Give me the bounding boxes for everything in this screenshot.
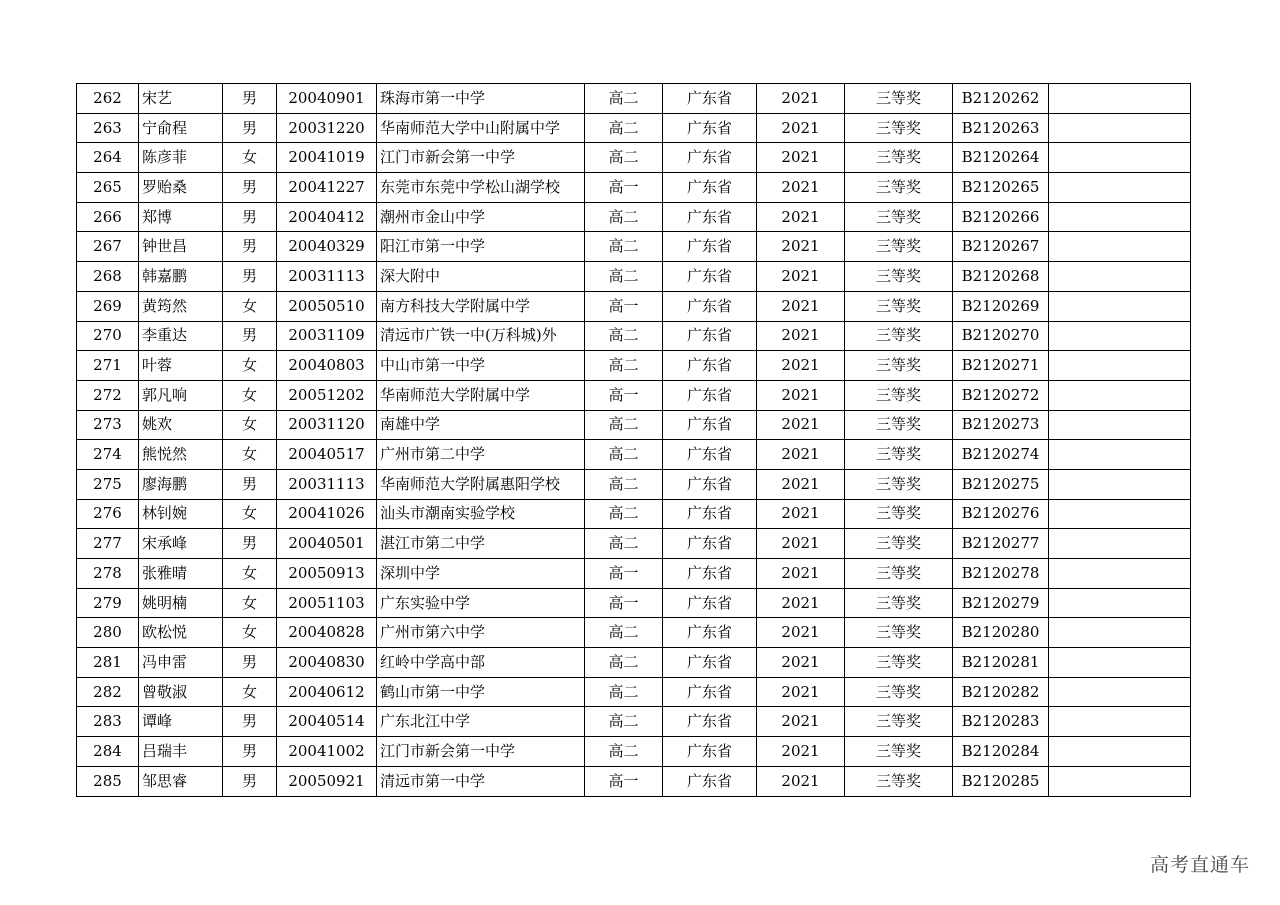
- cell-gender: 男: [223, 113, 277, 143]
- cell-school-name: 华南师范大学附属中学: [377, 380, 585, 410]
- cell-birth-date: 20031113: [277, 469, 377, 499]
- cell-student-name: 罗贻桑: [139, 173, 223, 203]
- cell-year: 2021: [757, 440, 845, 470]
- cell-province: 广东省: [663, 321, 757, 351]
- table-row: [77, 559, 1191, 589]
- cell-certificate-id: B2120277: [953, 529, 1049, 559]
- cell-province: 广东省: [663, 677, 757, 707]
- cell-birth-date: 20040803: [277, 351, 377, 381]
- cell-school-name: 珠海市第一中学: [377, 84, 585, 114]
- award-list-sheet: [76, 83, 1191, 797]
- cell-gender: 女: [223, 143, 277, 173]
- cell-birth-date: 20051103: [277, 588, 377, 618]
- cell-province: 广东省: [663, 380, 757, 410]
- cell-row-number: 278: [77, 559, 139, 589]
- cell-birth-date: 20050913: [277, 559, 377, 589]
- table-row: [77, 232, 1191, 262]
- cell-student-name: 韩嘉鹏: [139, 262, 223, 292]
- cell-certificate-id: B2120266: [953, 202, 1049, 232]
- cell-note: [1049, 618, 1191, 648]
- cell-province: 广东省: [663, 499, 757, 529]
- cell-note: [1049, 648, 1191, 678]
- cell-award-level: 三等奖: [845, 440, 953, 470]
- cell-province: 广东省: [663, 469, 757, 499]
- cell-note: [1049, 440, 1191, 470]
- cell-year: 2021: [757, 202, 845, 232]
- cell-row-number: 283: [77, 707, 139, 737]
- cell-gender: 男: [223, 232, 277, 262]
- cell-year: 2021: [757, 232, 845, 262]
- cell-certificate-id: B2120281: [953, 648, 1049, 678]
- cell-row-number: 277: [77, 529, 139, 559]
- table-row: [77, 707, 1191, 737]
- cell-award-level: 三等奖: [845, 232, 953, 262]
- cell-birth-date: 20031113: [277, 262, 377, 292]
- cell-row-number: 265: [77, 173, 139, 203]
- cell-birth-date: 20041026: [277, 499, 377, 529]
- cell-school-name: 华南师范大学中山附属中学: [377, 113, 585, 143]
- cell-student-name: 叶蓉: [139, 351, 223, 381]
- cell-school-name: 南方科技大学附属中学: [377, 291, 585, 321]
- cell-certificate-id: B2120278: [953, 559, 1049, 589]
- cell-birth-date: 20041227: [277, 173, 377, 203]
- cell-birth-date: 20041019: [277, 143, 377, 173]
- cell-year: 2021: [757, 648, 845, 678]
- table-row: [77, 648, 1191, 678]
- cell-student-name: 陈彦菲: [139, 143, 223, 173]
- cell-student-name: 宁俞程: [139, 113, 223, 143]
- cell-row-number: 274: [77, 440, 139, 470]
- table-row: [77, 202, 1191, 232]
- cell-award-level: 三等奖: [845, 380, 953, 410]
- cell-school-name: 阳江市第一中学: [377, 232, 585, 262]
- cell-note: [1049, 499, 1191, 529]
- cell-row-number: 275: [77, 469, 139, 499]
- cell-grade: 高二: [585, 529, 663, 559]
- cell-grade: 高二: [585, 469, 663, 499]
- cell-year: 2021: [757, 588, 845, 618]
- cell-certificate-id: B2120285: [953, 766, 1049, 796]
- cell-award-level: 三等奖: [845, 351, 953, 381]
- table-row: [77, 588, 1191, 618]
- cell-province: 广东省: [663, 648, 757, 678]
- cell-student-name: 郭凡响: [139, 380, 223, 410]
- cell-award-level: 三等奖: [845, 410, 953, 440]
- cell-note: [1049, 232, 1191, 262]
- table-row: [77, 737, 1191, 767]
- cell-row-number: 268: [77, 262, 139, 292]
- cell-gender: 女: [223, 380, 277, 410]
- cell-grade: 高二: [585, 410, 663, 440]
- cell-row-number: 264: [77, 143, 139, 173]
- table-row: [77, 262, 1191, 292]
- cell-note: [1049, 766, 1191, 796]
- cell-certificate-id: B2120262: [953, 84, 1049, 114]
- cell-gender: 女: [223, 499, 277, 529]
- cell-year: 2021: [757, 262, 845, 292]
- cell-province: 广东省: [663, 618, 757, 648]
- cell-province: 广东省: [663, 113, 757, 143]
- cell-row-number: 266: [77, 202, 139, 232]
- cell-school-name: 湛江市第二中学: [377, 529, 585, 559]
- cell-year: 2021: [757, 173, 845, 203]
- cell-certificate-id: B2120279: [953, 588, 1049, 618]
- cell-certificate-id: B2120264: [953, 143, 1049, 173]
- cell-grade: 高一: [585, 766, 663, 796]
- table-row: [77, 499, 1191, 529]
- cell-row-number: 269: [77, 291, 139, 321]
- cell-certificate-id: B2120284: [953, 737, 1049, 767]
- cell-note: [1049, 737, 1191, 767]
- cell-note: [1049, 529, 1191, 559]
- cell-province: 广东省: [663, 173, 757, 203]
- cell-certificate-id: B2120272: [953, 380, 1049, 410]
- cell-row-number: 267: [77, 232, 139, 262]
- cell-certificate-id: B2120270: [953, 321, 1049, 351]
- cell-award-level: 三等奖: [845, 677, 953, 707]
- cell-row-number: 270: [77, 321, 139, 351]
- cell-certificate-id: B2120269: [953, 291, 1049, 321]
- cell-row-number: 280: [77, 618, 139, 648]
- cell-province: 广东省: [663, 232, 757, 262]
- cell-province: 广东省: [663, 143, 757, 173]
- cell-grade: 高二: [585, 648, 663, 678]
- cell-grade: 高二: [585, 499, 663, 529]
- cell-award-level: 三等奖: [845, 202, 953, 232]
- cell-year: 2021: [757, 143, 845, 173]
- table-row: [77, 84, 1191, 114]
- cell-gender: 男: [223, 469, 277, 499]
- cell-certificate-id: B2120280: [953, 618, 1049, 648]
- cell-birth-date: 20040828: [277, 618, 377, 648]
- award-table: [76, 83, 1191, 797]
- cell-award-level: 三等奖: [845, 618, 953, 648]
- cell-student-name: 吕瑞丰: [139, 737, 223, 767]
- cell-school-name: 汕头市潮南实验学校: [377, 499, 585, 529]
- cell-grade: 高二: [585, 677, 663, 707]
- cell-birth-date: 20031120: [277, 410, 377, 440]
- cell-birth-date: 20051202: [277, 380, 377, 410]
- cell-school-name: 深圳中学: [377, 559, 585, 589]
- cell-student-name: 冯申雷: [139, 648, 223, 678]
- cell-award-level: 三等奖: [845, 737, 953, 767]
- cell-row-number: 262: [77, 84, 139, 114]
- cell-school-name: 江门市新会第一中学: [377, 143, 585, 173]
- cell-grade: 高二: [585, 202, 663, 232]
- cell-grade: 高一: [585, 380, 663, 410]
- cell-year: 2021: [757, 84, 845, 114]
- cell-note: [1049, 351, 1191, 381]
- cell-year: 2021: [757, 529, 845, 559]
- cell-row-number: 279: [77, 588, 139, 618]
- table-row: [77, 766, 1191, 796]
- cell-student-name: 熊悦然: [139, 440, 223, 470]
- cell-grade: 高一: [585, 559, 663, 589]
- cell-note: [1049, 173, 1191, 203]
- cell-award-level: 三等奖: [845, 766, 953, 796]
- cell-gender: 男: [223, 321, 277, 351]
- cell-note: [1049, 291, 1191, 321]
- cell-award-level: 三等奖: [845, 499, 953, 529]
- cell-award-level: 三等奖: [845, 173, 953, 203]
- cell-award-level: 三等奖: [845, 707, 953, 737]
- cell-gender: 女: [223, 351, 277, 381]
- cell-grade: 高一: [585, 291, 663, 321]
- cell-school-name: 深大附中: [377, 262, 585, 292]
- cell-birth-date: 20050921: [277, 766, 377, 796]
- cell-gender: 男: [223, 707, 277, 737]
- cell-year: 2021: [757, 737, 845, 767]
- cell-year: 2021: [757, 469, 845, 499]
- cell-gender: 女: [223, 677, 277, 707]
- cell-gender: 男: [223, 766, 277, 796]
- cell-gender: 女: [223, 440, 277, 470]
- cell-grade: 高二: [585, 84, 663, 114]
- cell-gender: 男: [223, 84, 277, 114]
- cell-school-name: 清远市广铁一中(万科城)外: [377, 321, 585, 351]
- cell-grade: 高二: [585, 351, 663, 381]
- cell-year: 2021: [757, 410, 845, 440]
- table-row: [77, 469, 1191, 499]
- cell-year: 2021: [757, 707, 845, 737]
- table-row: [77, 291, 1191, 321]
- cell-school-name: 广州市第二中学: [377, 440, 585, 470]
- cell-grade: 高二: [585, 113, 663, 143]
- cell-note: [1049, 113, 1191, 143]
- cell-row-number: 263: [77, 113, 139, 143]
- cell-province: 广东省: [663, 410, 757, 440]
- cell-award-level: 三等奖: [845, 262, 953, 292]
- cell-student-name: 廖海鹏: [139, 469, 223, 499]
- cell-certificate-id: B2120263: [953, 113, 1049, 143]
- cell-birth-date: 20040501: [277, 529, 377, 559]
- cell-note: [1049, 410, 1191, 440]
- cell-gender: 男: [223, 737, 277, 767]
- cell-year: 2021: [757, 499, 845, 529]
- cell-gender: 男: [223, 262, 277, 292]
- cell-year: 2021: [757, 677, 845, 707]
- cell-school-name: 华南师范大学附属惠阳学校: [377, 469, 585, 499]
- cell-school-name: 潮州市金山中学: [377, 202, 585, 232]
- cell-student-name: 郑博: [139, 202, 223, 232]
- cell-year: 2021: [757, 618, 845, 648]
- cell-award-level: 三等奖: [845, 648, 953, 678]
- cell-province: 广东省: [663, 440, 757, 470]
- cell-row-number: 282: [77, 677, 139, 707]
- cell-school-name: 鹤山市第一中学: [377, 677, 585, 707]
- cell-row-number: 281: [77, 648, 139, 678]
- cell-province: 广东省: [663, 291, 757, 321]
- cell-certificate-id: B2120267: [953, 232, 1049, 262]
- cell-student-name: 林钊婉: [139, 499, 223, 529]
- cell-certificate-id: B2120282: [953, 677, 1049, 707]
- cell-student-name: 宋承峰: [139, 529, 223, 559]
- cell-note: [1049, 202, 1191, 232]
- table-row: [77, 380, 1191, 410]
- cell-birth-date: 20040412: [277, 202, 377, 232]
- cell-row-number: 276: [77, 499, 139, 529]
- cell-gender: 男: [223, 648, 277, 678]
- cell-gender: 男: [223, 173, 277, 203]
- cell-student-name: 姚欢: [139, 410, 223, 440]
- table-row: [77, 113, 1191, 143]
- cell-student-name: 宋艺: [139, 84, 223, 114]
- cell-gender: 女: [223, 588, 277, 618]
- cell-province: 广东省: [663, 351, 757, 381]
- cell-province: 广东省: [663, 588, 757, 618]
- table-row: [77, 351, 1191, 381]
- cell-gender: 男: [223, 202, 277, 232]
- cell-year: 2021: [757, 766, 845, 796]
- cell-student-name: 李重达: [139, 321, 223, 351]
- cell-grade: 高二: [585, 143, 663, 173]
- cell-grade: 高二: [585, 262, 663, 292]
- cell-row-number: 271: [77, 351, 139, 381]
- cell-student-name: 谭峰: [139, 707, 223, 737]
- cell-certificate-id: B2120273: [953, 410, 1049, 440]
- cell-note: [1049, 380, 1191, 410]
- table-row: [77, 410, 1191, 440]
- cell-student-name: 姚明楠: [139, 588, 223, 618]
- table-row: [77, 173, 1191, 203]
- cell-note: [1049, 588, 1191, 618]
- cell-school-name: 广东北江中学: [377, 707, 585, 737]
- cell-province: 广东省: [663, 766, 757, 796]
- cell-province: 广东省: [663, 262, 757, 292]
- cell-certificate-id: B2120283: [953, 707, 1049, 737]
- cell-award-level: 三等奖: [845, 588, 953, 618]
- cell-student-name: 曾敬淑: [139, 677, 223, 707]
- cell-student-name: 欧松悦: [139, 618, 223, 648]
- cell-student-name: 邹思睿: [139, 766, 223, 796]
- cell-certificate-id: B2120276: [953, 499, 1049, 529]
- cell-birth-date: 20040329: [277, 232, 377, 262]
- cell-note: [1049, 262, 1191, 292]
- cell-gender: 女: [223, 559, 277, 589]
- cell-student-name: 黄筠然: [139, 291, 223, 321]
- cell-note: [1049, 707, 1191, 737]
- cell-certificate-id: B2120265: [953, 173, 1049, 203]
- cell-province: 广东省: [663, 737, 757, 767]
- cell-school-name: 南雄中学: [377, 410, 585, 440]
- cell-student-name: 张雅晴: [139, 559, 223, 589]
- cell-birth-date: 20040612: [277, 677, 377, 707]
- cell-birth-date: 20050510: [277, 291, 377, 321]
- cell-gender: 女: [223, 410, 277, 440]
- cell-row-number: 285: [77, 766, 139, 796]
- cell-province: 广东省: [663, 84, 757, 114]
- cell-grade: 高一: [585, 173, 663, 203]
- cell-award-level: 三等奖: [845, 469, 953, 499]
- cell-gender: 男: [223, 529, 277, 559]
- cell-award-level: 三等奖: [845, 113, 953, 143]
- table-row: [77, 529, 1191, 559]
- cell-birth-date: 20040514: [277, 707, 377, 737]
- cell-school-name: 中山市第一中学: [377, 351, 585, 381]
- table-row: [77, 321, 1191, 351]
- cell-certificate-id: B2120274: [953, 440, 1049, 470]
- cell-school-name: 东莞市东莞中学松山湖学校: [377, 173, 585, 203]
- cell-award-level: 三等奖: [845, 291, 953, 321]
- cell-birth-date: 20040830: [277, 648, 377, 678]
- cell-year: 2021: [757, 321, 845, 351]
- cell-year: 2021: [757, 559, 845, 589]
- cell-note: [1049, 559, 1191, 589]
- cell-year: 2021: [757, 351, 845, 381]
- cell-award-level: 三等奖: [845, 529, 953, 559]
- cell-gender: 女: [223, 291, 277, 321]
- cell-birth-date: 20031220: [277, 113, 377, 143]
- cell-grade: 高二: [585, 232, 663, 262]
- cell-year: 2021: [757, 113, 845, 143]
- cell-school-name: 广州市第六中学: [377, 618, 585, 648]
- cell-note: [1049, 143, 1191, 173]
- cell-school-name: 红岭中学高中部: [377, 648, 585, 678]
- table-body: [77, 84, 1191, 797]
- cell-grade: 高一: [585, 588, 663, 618]
- cell-grade: 高二: [585, 707, 663, 737]
- cell-birth-date: 20031109: [277, 321, 377, 351]
- table-row: [77, 440, 1191, 470]
- table-row: [77, 677, 1191, 707]
- cell-province: 广东省: [663, 559, 757, 589]
- cell-gender: 女: [223, 618, 277, 648]
- cell-row-number: 284: [77, 737, 139, 767]
- cell-birth-date: 20041002: [277, 737, 377, 767]
- cell-award-level: 三等奖: [845, 321, 953, 351]
- cell-student-name: 钟世昌: [139, 232, 223, 262]
- cell-row-number: 273: [77, 410, 139, 440]
- cell-school-name: 江门市新会第一中学: [377, 737, 585, 767]
- cell-note: [1049, 469, 1191, 499]
- cell-grade: 高二: [585, 737, 663, 767]
- cell-year: 2021: [757, 291, 845, 321]
- cell-school-name: 清远市第一中学: [377, 766, 585, 796]
- cell-grade: 高二: [585, 440, 663, 470]
- cell-province: 广东省: [663, 707, 757, 737]
- cell-note: [1049, 321, 1191, 351]
- cell-birth-date: 20040901: [277, 84, 377, 114]
- cell-school-name: 广东实验中学: [377, 588, 585, 618]
- cell-award-level: 三等奖: [845, 84, 953, 114]
- cell-note: [1049, 677, 1191, 707]
- cell-province: 广东省: [663, 202, 757, 232]
- cell-grade: 高二: [585, 618, 663, 648]
- cell-certificate-id: B2120271: [953, 351, 1049, 381]
- cell-award-level: 三等奖: [845, 143, 953, 173]
- table-row: [77, 143, 1191, 173]
- watermark-text: 高考直通车: [1149, 854, 1250, 876]
- cell-award-level: 三等奖: [845, 559, 953, 589]
- cell-note: [1049, 84, 1191, 114]
- cell-certificate-id: B2120275: [953, 469, 1049, 499]
- table-row: [77, 618, 1191, 648]
- cell-row-number: 272: [77, 380, 139, 410]
- cell-certificate-id: B2120268: [953, 262, 1049, 292]
- cell-year: 2021: [757, 380, 845, 410]
- cell-province: 广东省: [663, 529, 757, 559]
- cell-birth-date: 20040517: [277, 440, 377, 470]
- cell-grade: 高二: [585, 321, 663, 351]
